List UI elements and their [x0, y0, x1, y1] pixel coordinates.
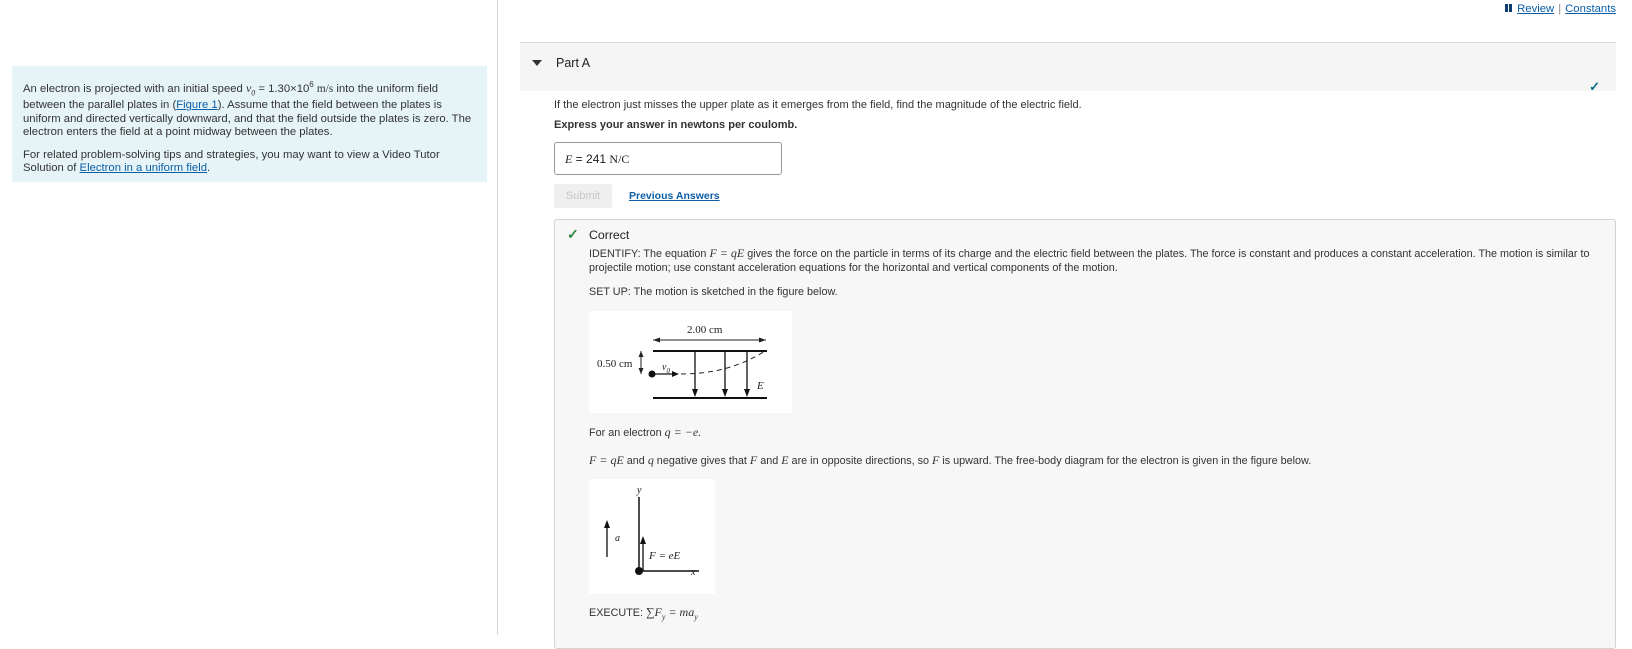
identify-text: IDENTIFY: The equation F = qE gives the force on the particle in terms of its charge and the electric field between the plates. The force is constant and produces a constant acceleration. The motion is similar to projectile motion; use constant acceleration equations for the horizontal and vertical components of the motion. [589, 246, 1590, 274]
width-label: 2.00 cm [687, 324, 723, 336]
answer-value: 241 [586, 152, 607, 166]
answer-equals: = [572, 152, 587, 166]
video-tutor-paragraph [23, 149, 476, 175]
speed-symbol: $v_0$ [245, 80, 256, 98]
answer-unit: N/C [609, 152, 630, 166]
check-icon: ✓ [1589, 79, 1600, 94]
previous-answers-link[interactable]: Previous Answers [629, 190, 720, 202]
speed-value: = 1.30×10 [255, 82, 310, 95]
problem-paragraph [23, 78, 476, 139]
correct-check-icon: ✓ [567, 226, 579, 242]
submit-button[interactable]: Submit [554, 184, 612, 208]
gap-label: 0.50 cm [597, 358, 633, 370]
answer-field[interactable] [554, 142, 782, 175]
question-text: If the electron just misses the upper plate as it emerges from the field, find the magnitude of the electric field. [554, 99, 1082, 111]
review-link[interactable]: Review [1517, 3, 1555, 15]
free-body-sketch [589, 479, 715, 594]
feedback-status: Correct [589, 228, 630, 242]
svg-text:a: a [615, 533, 620, 544]
problem-text: ). Assume that the field between the plates is uniform and directed vertically downward, and that the field outside the plates is zero. The electron enters the field at a point midway between the plates. [23, 99, 472, 138]
problem-text: into the uniform field between the parallel plates in ( [23, 82, 439, 112]
figure-1-link[interactable]: Figure 1 [176, 99, 218, 112]
force-equation: F = qE [709, 246, 745, 260]
video-tutor-link[interactable]: Electron in a uniform field [79, 162, 207, 175]
collapse-triangle-icon[interactable] [532, 60, 542, 66]
setup-text: SET UP: The motion is sketched in the figure below. [589, 286, 838, 298]
execute-text: EXECUTE: $\sum F_y = ma_y$ [589, 605, 698, 622]
problem-text: An electron is projected with an initial speed [23, 82, 246, 95]
speed-unit: m/s [316, 82, 334, 95]
electron-charge-text: For an electron q = −e. [589, 425, 702, 439]
link-separator: | [1558, 3, 1562, 15]
answer-instruction: Express your answer in newtons per coulomb. [554, 119, 798, 131]
v0-label: $v_0$ [662, 362, 670, 375]
video-tutor-text: For related problem-solving tips and strategies, you may want to view a Video Tutor Solution of [23, 148, 440, 175]
svg-text:x: x [691, 567, 696, 578]
free-body-diagram [589, 479, 715, 594]
review-icon [1505, 3, 1514, 11]
speed-exponent: 6 [309, 80, 314, 89]
svg-text:y: y [637, 485, 642, 496]
problem-pane [0, 0, 498, 635]
force-direction-text: F = qE and q negative gives that F and E are in opposite directions, so F is upward. The free-body diagram for the electron is given in the figure below. [589, 453, 1312, 467]
motion-figure [589, 311, 792, 413]
e-label: E [757, 380, 764, 392]
part-a-header[interactable] [520, 42, 1616, 94]
problem-statement [12, 66, 487, 182]
answer-variable: E [565, 152, 573, 166]
part-title: Part A [556, 56, 591, 70]
period-text: . [207, 162, 211, 175]
svg-text:F = eE: F = eE [649, 550, 681, 562]
top-links [1505, 3, 1616, 15]
constants-link[interactable]: Constants [1565, 3, 1616, 15]
motion-sketch [589, 311, 792, 413]
feedback-panel [554, 219, 1616, 649]
